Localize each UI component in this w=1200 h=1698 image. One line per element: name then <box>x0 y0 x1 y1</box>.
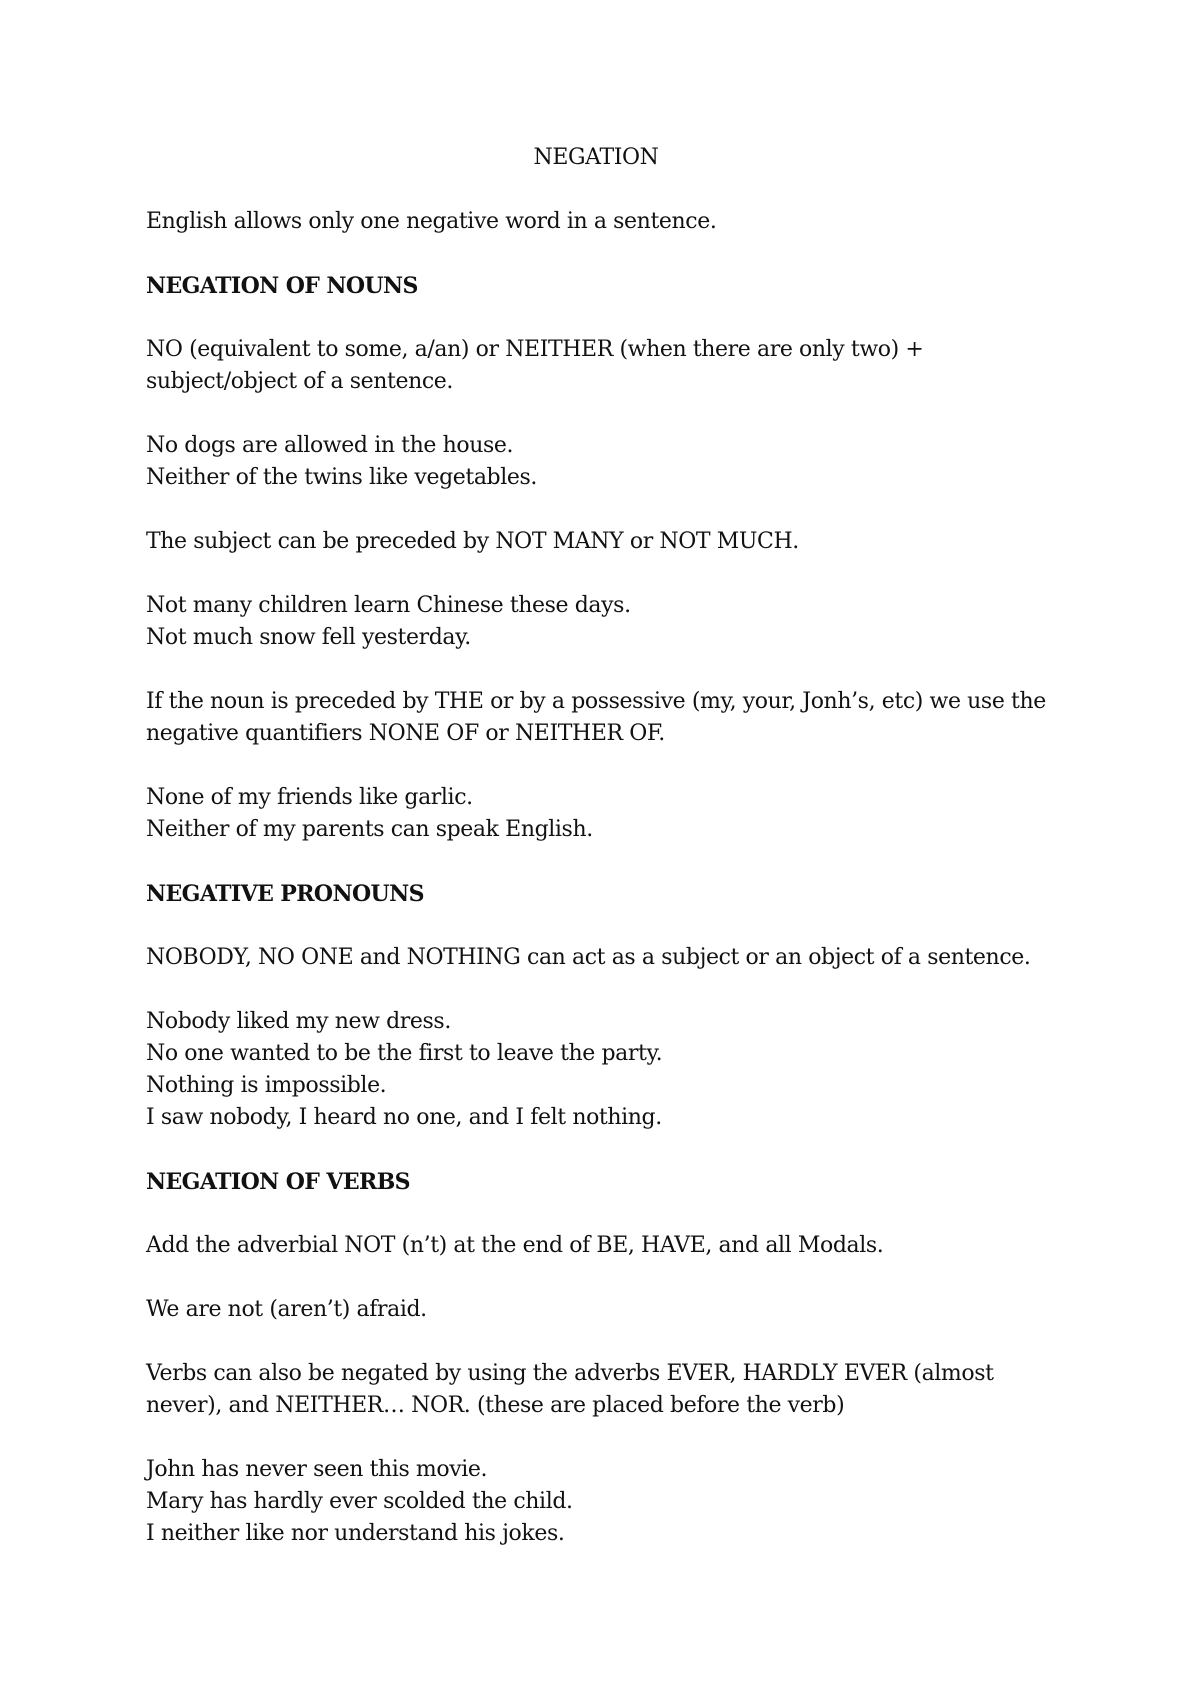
spacer <box>146 1198 1086 1230</box>
nouns-example3b: Neither of my parents can speak English. <box>146 817 593 842</box>
pronouns-example-b: No one wanted to be the first to leave the party. <box>146 1041 663 1066</box>
spacer <box>146 174 1086 206</box>
nouns-example1b: Neither of the twins like vegetables. <box>146 465 537 490</box>
section-heading-pronouns: NEGATIVE PRONOUNS <box>146 881 424 907</box>
nouns-example1a: No dogs are allowed in the house. <box>146 433 514 458</box>
verbs-example2a: John has never seen this movie. <box>146 1457 488 1482</box>
pronouns-example-d: I saw nobody, I heard no one, and I felt nothing. <box>146 1105 662 1130</box>
spacer <box>146 398 1086 430</box>
nouns-example2b: Not much snow fell yesterday. <box>146 625 471 650</box>
spacer <box>146 910 1086 942</box>
spacer <box>146 1262 1086 1294</box>
page-title: NEGATION <box>533 145 659 170</box>
section-heading-verbs: NEGATION OF VERBS <box>146 1169 410 1195</box>
spacer <box>146 302 1086 334</box>
spacer <box>146 1422 1086 1454</box>
verbs-example2b: Mary has hardly ever scolded the child. <box>146 1489 573 1514</box>
section-heading-nouns: NEGATION OF NOUNS <box>146 273 418 299</box>
intro-paragraph: English allows only one negative word in a sentence. <box>146 209 717 234</box>
spacer <box>146 558 1086 590</box>
nouns-rule2: The subject can be preceded by NOT MANY or NOT MUCH. <box>146 529 799 554</box>
nouns-rule3-line2: negative quantifiers NONE OF or NEITHER OF. <box>146 721 665 746</box>
verbs-rule2-line1: Verbs can also be negated by using the adverbs EVER, HARDLY EVER (almost <box>146 1361 994 1386</box>
verbs-rule1: Add the adverbial NOT (n’t) at the end of BE, HAVE, and all Modals. <box>146 1233 884 1258</box>
verbs-rule2-line2: never), and NEITHER… NOR. (these are placed before the verb) <box>146 1393 845 1418</box>
spacer <box>146 238 1086 270</box>
spacer <box>146 846 1086 878</box>
spacer <box>146 494 1086 526</box>
spacer <box>146 654 1086 686</box>
nouns-example3a: None of my friends like garlic. <box>146 785 473 810</box>
nouns-rule1-line1: NO (equivalent to some, a/an) or NEITHER (when there are only two) + <box>146 337 924 362</box>
nouns-rule3-line1: If the noun is preceded by THE or by a possessive (my, your, Jonh’s, etc) we use the <box>146 689 1046 714</box>
spacer <box>146 1326 1086 1358</box>
nouns-example2a: Not many children learn Chinese these days. <box>146 593 631 618</box>
spacer <box>146 1134 1086 1166</box>
document-page <box>146 142 1086 1550</box>
spacer <box>146 974 1086 1006</box>
nouns-rule1-line2: subject/object of a sentence. <box>146 369 454 394</box>
verbs-example2c: I neither like nor understand his jokes. <box>146 1521 565 1546</box>
pronouns-example-a: Nobody liked my new dress. <box>146 1009 451 1034</box>
pronouns-rule: NOBODY, NO ONE and NOTHING can act as a subject or an object of a sentence. <box>146 945 1031 970</box>
pronouns-example-c: Nothing is impossible. <box>146 1073 387 1098</box>
verbs-example1: We are not (aren’t) afraid. <box>146 1297 427 1322</box>
spacer <box>146 750 1086 782</box>
